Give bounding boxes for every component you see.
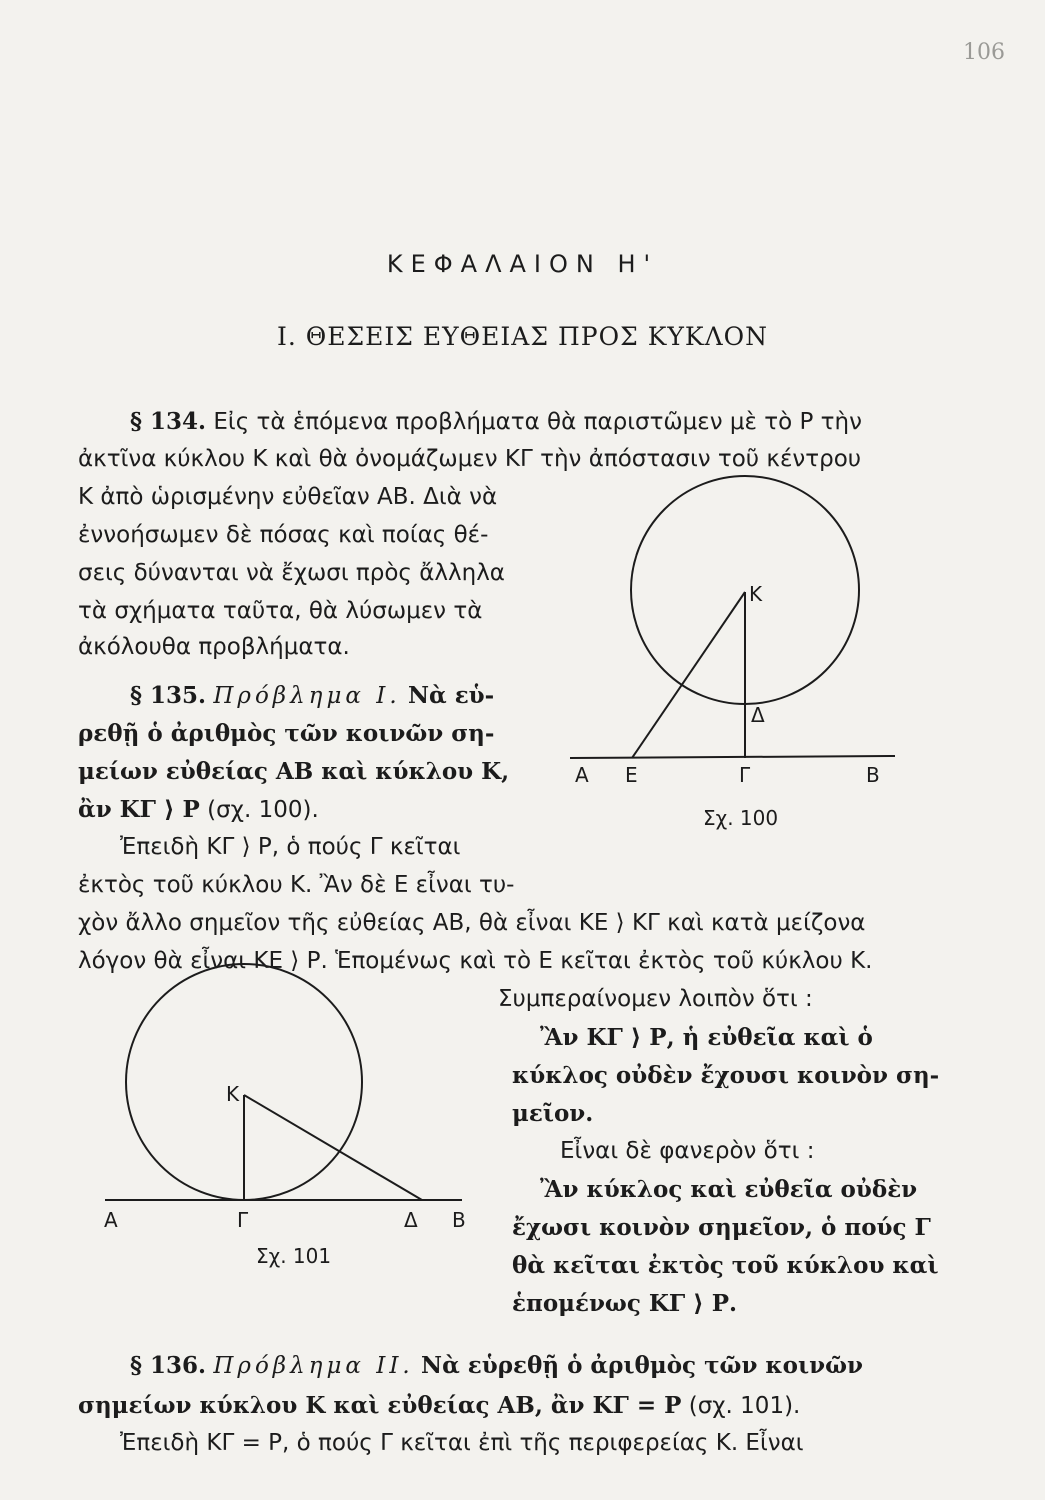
p135-line-2: ρεθῇ ὁ ἀριθμὸς τῶν κοινῶν ση- — [78, 720, 495, 747]
p135-conclusion-2: κύκλος οὐδὲν ἔχουσι κοινὸν ση- — [512, 1062, 940, 1089]
p134-line-5: σεις δύνανται νὰ ἔχωσι πρὸς ἄλληλα — [78, 560, 505, 586]
p135-conclusion-1: Ἂν ΚΓ ⟩ Ρ, ἡ εὐθεῖα καὶ ὁ — [540, 1024, 873, 1051]
fig101-caption: Σχ. 101 — [256, 1244, 332, 1268]
fig100-label-g: Γ — [739, 763, 751, 787]
p135-line-4: ἂν ΚΓ ⟩ Ρ (σχ. 100). — [78, 796, 319, 823]
p135-converse-3: θὰ κεῖται ἐκτὸς τοῦ κύκλου καὶ — [512, 1252, 939, 1279]
p135-converse-2: ἔχωσι κοινὸν σημεῖον, ὁ πούς Γ — [512, 1214, 931, 1241]
fig100-label-k: Κ — [749, 582, 763, 606]
fig101-label-d: Δ — [404, 1208, 418, 1232]
fig101-label-a: Α — [104, 1208, 118, 1232]
p135-line-7: χὸν ἄλλο σημεῖον τῆς εὐθείας ΑΒ, θὰ εἶναι ΚΕ ⟩ ΚΓ καὶ κατὰ μείζονα — [78, 910, 866, 936]
p134-line-3: Κ ἀπὸ ὡρισμένην εὐθεῖαν ΑΒ. Διὰ νὰ — [78, 484, 498, 510]
p135-line-3: μείων εὐθείας ΑΒ καὶ κύκλου Κ, — [78, 758, 510, 785]
fig100-label-b: Β — [866, 763, 880, 787]
p135-line-5: Ἐπειδὴ ΚΓ ⟩ Ρ, ὁ πούς Γ κεῖται — [120, 834, 461, 860]
fig100-label-d: Δ — [751, 703, 765, 727]
chapter-heading: ΚΕΦΑΛΑΙΟΝ Η' — [386, 250, 659, 278]
p134-line-2: ἀκτῖνα κύκλου Κ καὶ θὰ ὀνομάζωμεν ΚΓ τὴν ἀπόστασιν τοῦ κέντρου — [78, 446, 862, 472]
p135-line-1: § 135. Πρόβλημα Ι. Νὰ εὑ- — [130, 682, 495, 709]
p135-line-6: ἐκτὸς τοῦ κύκλου Κ. Ἂν δὲ Ε εἶναι τυ- — [78, 872, 515, 898]
p134-line-1: § 134. Εἰς τὰ ἑπόμενα προβλήματα θὰ παριστῶμεν μὲ τὸ Ρ τὴν — [130, 408, 862, 435]
fig101-label-b: Β — [452, 1208, 466, 1232]
p134-line-7: ἀκόλουθα προβλήματα. — [78, 634, 350, 660]
p135-conclusion-3: μεῖον. — [512, 1100, 594, 1127]
section-title: Ι. ΘΕΣΕΙΣ ΕΥΘΕΙΑΣ ΠΡΟΣ ΚΥΚΛΟΝ — [276, 322, 768, 351]
p135-line-8: λόγον θὰ εἶναι ΚΕ ⟩ Ρ. Ἑπομένως καὶ τὸ Ε κεῖται ἐκτὸς τοῦ κύκλου Κ. — [78, 948, 873, 974]
p136-line-2: σημείων κύκλου Κ καὶ εὐθείας ΑΒ, ἂν ΚΓ = Ρ (σχ. 101). — [78, 1392, 801, 1419]
fig101-segment-kd — [244, 1095, 422, 1200]
fig100-line-ab — [570, 756, 895, 758]
fig100-caption: Σχ. 100 — [703, 806, 779, 830]
fig100-label-a: Α — [575, 763, 589, 787]
p136-line-3: Ἐπειδὴ ΚΓ = Ρ, ὁ πούς Γ κεῖται ἐπὶ τῆς περιφερείας Κ. Εἶναι — [120, 1430, 804, 1456]
fig100-segment-ke — [632, 592, 745, 758]
figure-101 — [105, 964, 462, 1200]
fig101-label-k: Κ — [226, 1082, 240, 1106]
fig100-label-e: Ε — [625, 763, 638, 787]
p135-converse-1: Ἂν κύκλος καὶ εὐθεῖα οὐδὲν — [540, 1176, 918, 1203]
p134-line-4: ἐννοήσωμεν δὲ πόσας καὶ ποίας θέ- — [78, 522, 489, 548]
p136-line-1: § 136. Πρόβλημα ΙΙ. Νὰ εὑρεθῇ ὁ ἀριθμὸς τῶν κοινῶν — [130, 1352, 863, 1379]
p134-line-6: τὰ σχήματα ταῦτα, θὰ λύσωμεν τὰ — [78, 598, 483, 624]
fig101-label-g: Γ — [237, 1208, 249, 1232]
p135-converse-4: ἑπομένως ΚΓ ⟩ Ρ. — [512, 1290, 737, 1317]
figure-100 — [570, 476, 895, 758]
p135-line-10: Εἶναι δὲ φανερὸν ὅτι : — [560, 1138, 815, 1164]
page-number: 106 — [963, 40, 1005, 65]
p135-line-9: Συμπεραίνομεν λοιπὸν ὅτι : — [498, 986, 813, 1012]
